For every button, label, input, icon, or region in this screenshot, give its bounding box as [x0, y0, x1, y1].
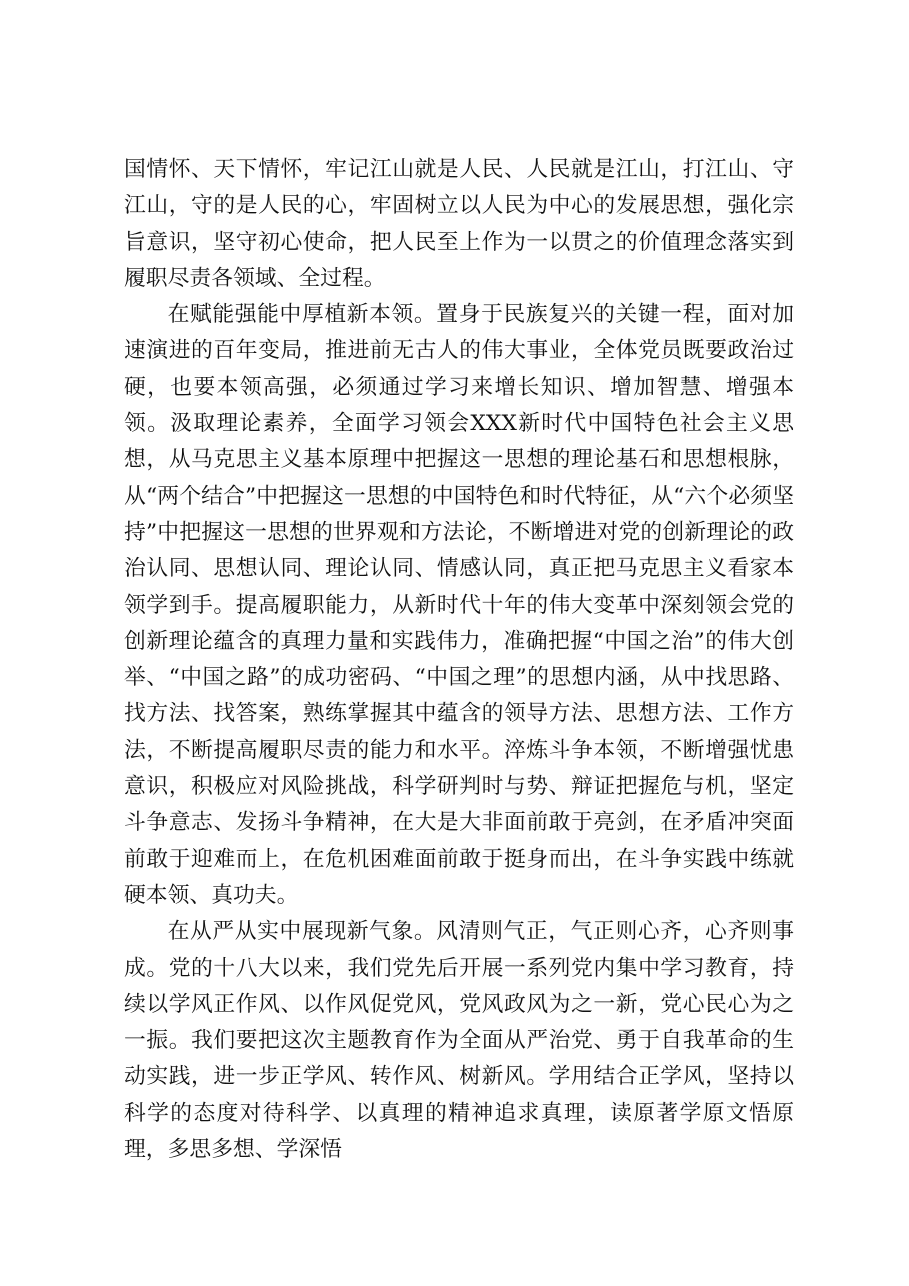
- paragraph-continued: 国情怀、天下情怀，牢记江山就是人民、人民就是江山，打江山、守江山，守的是人民的心，牢固树立以人民为中心的发展思想，强化宗旨意识，坚守初心使命，把人民至上作为一以贯之的价值理念落实到履职尽责各领域、全过程。: [124, 157, 794, 291]
- body-text: [124, 152, 794, 1168]
- paragraph-new-skills: 在赋能强能中厚植新本领。置身于民族复兴的关键一程，面对加速演进的百年变局，推进前无古人的伟大事业，全体党员既要政治过硬，也要本领高强，必须通过学习来增长知识、增加智慧、增强本领。汲取理论素养，全面学习领会XXX新时代中国特色社会主义思想，从马克思主义基本原理中把握这一思想的理论基石和思想根脉，从“两个结合”中把握这一思想的中国特色和时代特征，从“六个必须坚持”中把握这一思想的世界观和方法论，不断增进对党的创新理论的政治认同、思想认同、理论认同、情感认同，真正把马克思主义看家本领学到手。提高履职能力，从新时代十年的伟大变革中深刻领会党的创新理论蕴含的真理力量和实践伟力，准确把握“中国之治”的伟大创举、“中国之路”的成功密码、“中国之理”的思想内涵，从中找思路、找方法、找答案，熟练掌握其中蕴含的领导方法、思想方法、工作方法，不断提高履职尽责的能力和水平。淬炼斗争本领，不断增强忧患意识，积极应对风险挑战，科学研判时与势、辩证把握危与机，坚定斗争意志、发扬斗争精神，在大是大非面前敢于亮剑，在矛盾冲突面前敢于迎难而上，在危机困难面前敢于挺身而出，在斗争实践中练就硬本领、真功夫。: [124, 302, 794, 908]
- paragraph-new-style: 在从严从实中展现新气象。风清则气正，气正则心齐，心齐则事成。党的十八大以来，我们党先后开展一系列党内集中学习教育，持续以学风正作风、以作风促党风，党风政风为之一新，党心民心为之一振。我们要把这次主题教育作为全面从严治党、勇于自我革命的生动实践，进一步正学风、转作风、树新风。学用结合正学风，坚持以科学的态度对待科学、以真理的精神追求真理，读原著学原文悟原理，多思多想、学深悟: [124, 919, 794, 1163]
